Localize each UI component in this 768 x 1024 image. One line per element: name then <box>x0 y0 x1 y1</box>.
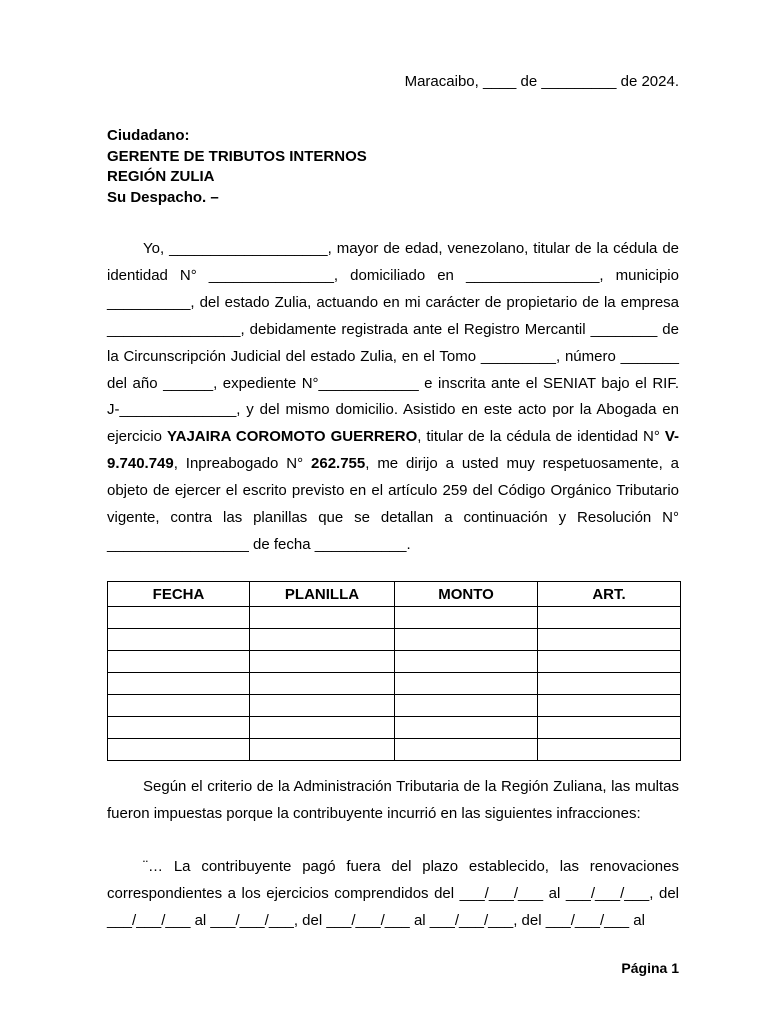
addressee-salutation: Ciudadano: <box>107 127 190 144</box>
intro-text-1: Yo, ___________________, mayor de edad, venezolano, titular de la cédula de identidad N° _______________, domiciliado en ________________, municipio __________, del estado Zulia, actuando en mi carácter de propietario de la empresa ________________, debidamente registrada ante el Registro Mercantil ________ de la Circunscripción Judicial del estado Zulia, en el Tomo _________, número _______ del año ______, expediente N°____________ e inscrita ante el SENIAT bajo el RIF. J-______________, y del mismo domicilio. Asistido en este acto por la Abogada en ejercicio <box>107 240 679 446</box>
table-cell <box>250 673 395 695</box>
table-row <box>108 607 681 629</box>
date-line: Maracaibo, ____ de _________ de 2024. <box>404 73 679 90</box>
intro-text-3: , Inpreabogado N° <box>173 455 312 473</box>
infraction-text: ¨… La contribuyente pagó fuera del plazo establecido, las renovaciones correspondientes a los ejercicios comprendidos del ___/___/___ al ___/___/___, del ___/___/___ al ___/___/___, del ___/___/___ al ___/___/___, del ___/___/___ al <box>107 858 679 929</box>
table-cell <box>395 651 538 673</box>
table-cell <box>250 607 395 629</box>
planillas-table <box>107 581 681 761</box>
lawyer-inpreabogado: 262.755 <box>311 455 366 473</box>
table-cell <box>250 739 395 761</box>
header-fecha: FECHA <box>108 582 250 607</box>
table-cell <box>250 629 395 651</box>
table-cell <box>538 695 681 717</box>
addressee-region: REGIÓN ZULIA <box>107 168 215 185</box>
table-cell <box>108 629 250 651</box>
intro-text-4: , me dirijo a usted muy respetuosamente, a objeto de ejercer el escrito previsto en el artículo 259 del Código Orgánico Tributario vigente, contra las planillas que se detallan a continuación y Resolución N° _________________ de fecha ___________. <box>107 455 679 553</box>
table-row <box>108 629 681 651</box>
table-body <box>108 607 681 761</box>
table-cell <box>108 651 250 673</box>
intro-text-2: , titular de la cédula de identidad N° <box>417 428 665 446</box>
table-cell <box>395 717 538 739</box>
table-cell <box>395 673 538 695</box>
lawyer-name: YAJAIRA COROMOTO GUERRERO <box>167 428 418 446</box>
infraction-paragraph <box>107 854 679 935</box>
header-monto: MONTO <box>395 582 538 607</box>
table-cell <box>250 651 395 673</box>
table-row <box>108 717 681 739</box>
addressee-title: GERENTE DE TRIBUTOS INTERNOS <box>107 147 367 165</box>
table-cell <box>108 607 250 629</box>
page-number: Página 1 <box>621 960 679 976</box>
header-art: ART. <box>538 582 681 607</box>
table-cell <box>108 739 250 761</box>
table-cell <box>538 739 681 761</box>
table-cell <box>395 739 538 761</box>
table-cell <box>395 629 538 651</box>
table-cell <box>395 695 538 717</box>
table-row <box>108 739 681 761</box>
table-header-row <box>108 582 681 607</box>
addressee-closing: Su Despacho. – <box>107 188 219 206</box>
table-cell <box>395 607 538 629</box>
table-cell <box>538 651 681 673</box>
table-cell <box>538 607 681 629</box>
addressee-block <box>107 126 367 208</box>
table-cell <box>250 717 395 739</box>
header-planilla: PLANILLA <box>250 582 395 607</box>
table-row <box>108 673 681 695</box>
table-cell <box>538 629 681 651</box>
criteria-paragraph <box>107 774 679 828</box>
table-cell <box>108 673 250 695</box>
table-cell <box>108 695 250 717</box>
table-cell <box>108 717 250 739</box>
lawyer-cedula: V- 9.740.749 <box>107 428 679 473</box>
table-row <box>108 651 681 673</box>
table-cell <box>538 673 681 695</box>
table-cell <box>250 695 395 717</box>
intro-paragraph <box>107 236 679 559</box>
criteria-text: Según el criterio de la Administración Tributaria de la Región Zuliana, las multas fueron impuestas porque la contribuyente incurrió en las siguientes infracciones: <box>107 778 679 822</box>
table-row <box>108 695 681 717</box>
table-cell <box>538 717 681 739</box>
